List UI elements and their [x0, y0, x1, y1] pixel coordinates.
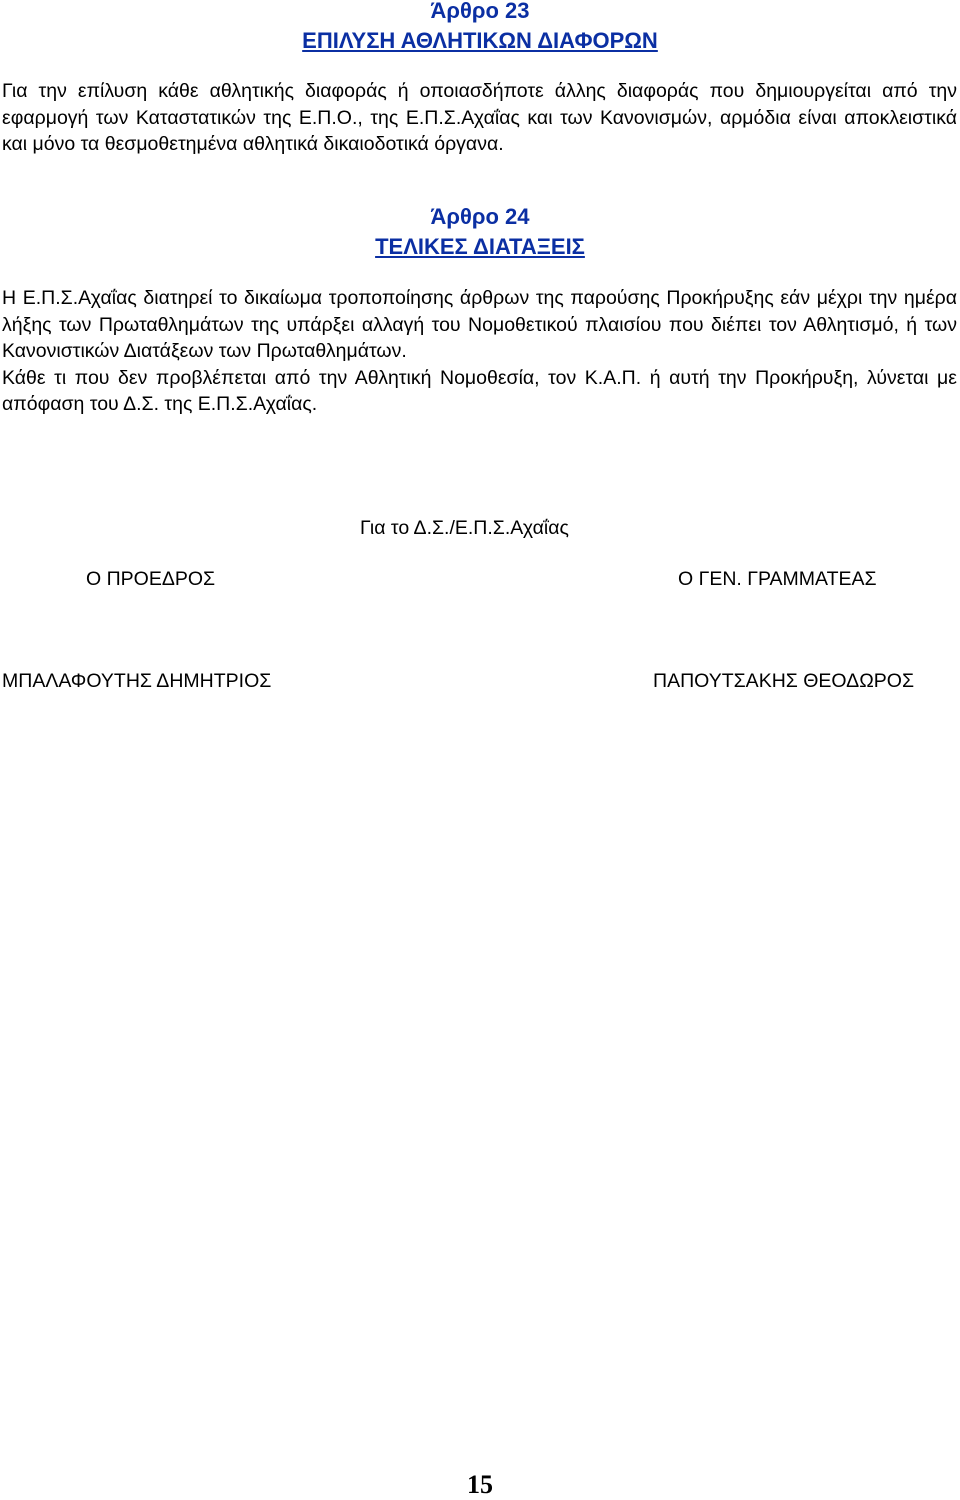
article-24-title: ΤΕΛΙΚΕΣ ΔΙΑΤΑΞΕΙΣ: [375, 234, 585, 259]
secretary-role: Ο ΓΕΝ. ΓΡΑΜΜΑΤΕΑΣ: [678, 568, 877, 590]
president-role: Ο ΠΡΟΕΔΡΟΣ: [86, 568, 216, 590]
article-23-title: ΕΠΙΛΥΣΗ ΑΘΛΗΤΙΚΩΝ ΔΙΑΦΟΡΩΝ: [302, 28, 658, 53]
president-name: ΜΠΑΛΑΦΟΥΤΗΣ ΔΗΜΗΤΡΙΟΣ: [2, 670, 272, 692]
article-23-paragraph: [2, 78, 957, 158]
page-number: 15: [467, 1470, 493, 1499]
article-24-text-2: Κάθε τι που δεν προβλέπεται από την Αθλητική Νομοθεσία, τον Κ.Α.Π. ή αυτή την Προκήρυξη, λύνεται με απόφαση του Δ.Σ. της Ε.Π.Σ.Αχαΐας.: [2, 366, 957, 415]
article-24-paragraph: [2, 285, 957, 418]
article-23-heading: [0, 0, 960, 56]
article-23-text: Για την επίλυση κάθε αθλητικής διαφοράς ή οποιασδήποτε άλλης διαφοράς που δημιουργείται από την εφαρμογή των Καταστατικών της Ε.Π.Ο., της Ε.Π.Σ.Αχαΐας και των Κανονισμών, αρμόδια είναι αποκλειστικά και μόνο τα θεσμοθετημένα αθλητικά δικαιοδοτικά όργανα.: [2, 80, 957, 155]
article-24-text-1: Η Ε.Π.Σ.Αχαΐας διατηρεί το δικαίωμα τροποποίησης άρθρων της παρούσης Προκήρυξης εάν μέχρι την ημέρα λήξης των Πρωταθλημάτων της υπάρξει αλλαγή του Νομοθετικού πλαισίου που διέπει τον Αθλητισμό, ή των Κανονιστικών Διατάξεων των Πρωταθλημάτων.: [2, 287, 957, 362]
article-23-number: Άρθρο 23: [430, 0, 530, 23]
secretary-name: ΠΑΠΟΥΤΣΑΚΗΣ ΘΕΟΔΩΡΟΣ: [653, 670, 915, 692]
signature-on-behalf: Για το Δ.Σ./Ε.Π.Σ.Αχαΐας: [360, 517, 569, 539]
article-24-number: Άρθρο 24: [430, 204, 530, 229]
article-24-heading: [0, 202, 960, 262]
